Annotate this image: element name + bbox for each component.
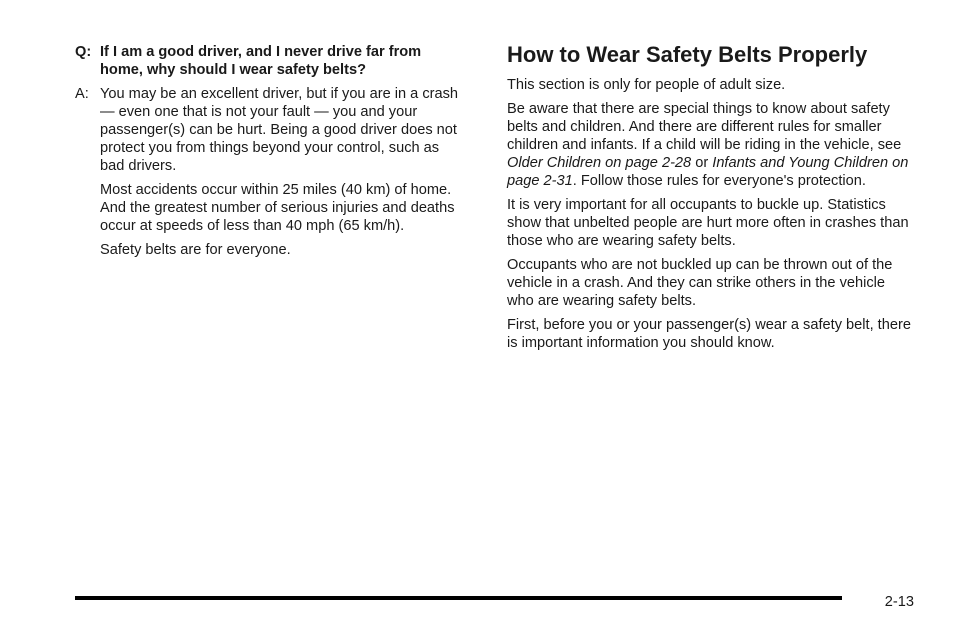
question-block — [75, 43, 467, 79]
question-text: If I am a good driver, and I never drive far from home, why should I wear safety belts? — [100, 44, 422, 78]
answer-block — [75, 85, 467, 175]
paragraph-2 — [507, 100, 912, 190]
paragraph-2-or: or — [691, 155, 713, 171]
answer-text: You may be an excellent driver, but if you are in a crash — even one that is not your fault — you and your passenger(s) can be hurt. Being a good driver does not protect you from things beyond your control, such as bad drivers. — [100, 86, 459, 174]
section-heading: How to Wear Safety Belts Properly — [507, 42, 868, 67]
cross-reference-infants[interactable]: Infants and Young Children on page 2-31 — [507, 155, 909, 189]
answer-paragraph-3: Safety belts are for everyone. — [100, 242, 291, 258]
paragraph-5: First, before you or your passenger(s) wear a safety belt, there is important information you should know. — [507, 317, 911, 351]
paragraph-2-text-a: Be aware that there are special things to know about safety belts and children. And there are different rules for smaller children and infants. If a child will be riding in the vehicle, see — [507, 101, 902, 153]
paragraph-4: Occupants who are not buckled up can be thrown out of the vehicle in a crash. And they can strike others in the vehicle who are wearing safety belts. — [507, 257, 893, 309]
paragraph-3: It is very important for all occupants to buckle up. Statistics show that unbelted people are hurt more often in crashes than those who are wearing safety belts. — [507, 197, 909, 249]
answer-tag: A: — [75, 86, 89, 102]
page-number: 2-13 — [884, 594, 914, 610]
paragraph-2-text-b: . Follow those rules for everyone's protection. — [572, 173, 866, 189]
answer-paragraph-2: Most accidents occur within 25 miles (40 km) of home. And the greatest number of serious injuries and deaths occur at speeds of less than 40 mph (65 km/h). — [100, 182, 455, 234]
cross-reference-older-children[interactable]: Older Children on page 2-28 — [507, 155, 692, 171]
right-column — [507, 41, 912, 358]
question-tag: Q: — [75, 44, 92, 60]
left-column — [75, 43, 467, 259]
footer-rule — [75, 596, 842, 600]
paragraph-1: This section is only for people of adult size. — [507, 77, 786, 93]
